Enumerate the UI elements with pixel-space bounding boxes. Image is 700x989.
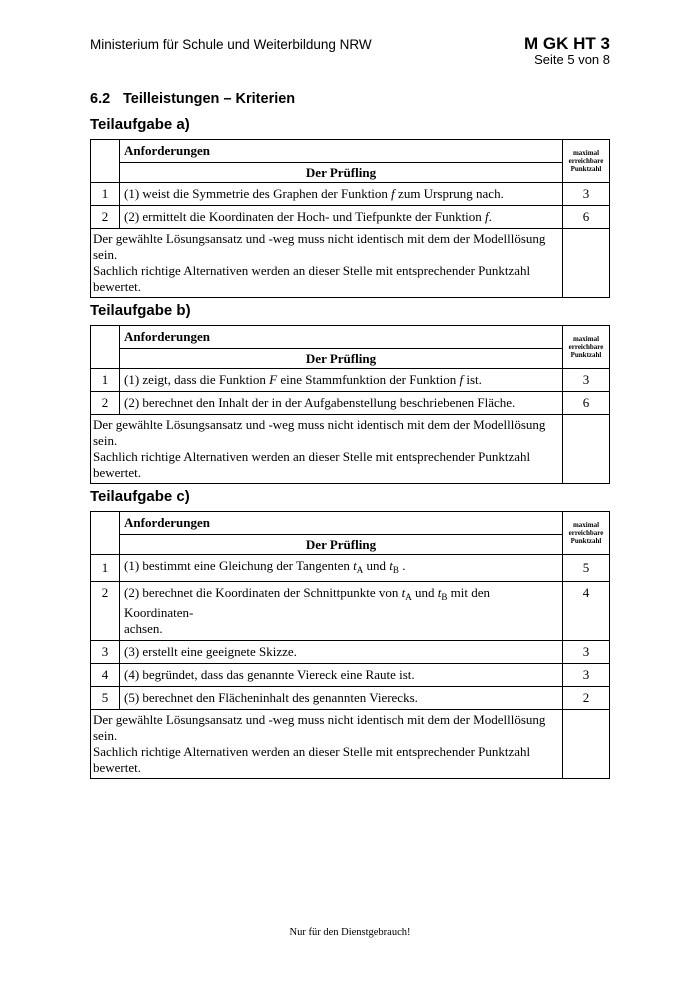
- requirement-text: (4) begründet, dass das genannte Viereck eine Raute ist.: [120, 664, 563, 687]
- empty-header-cell: [91, 140, 120, 183]
- table-row: [91, 206, 610, 229]
- points-value: 3: [563, 369, 610, 392]
- points-value: 4: [563, 582, 610, 641]
- row-number: 2: [91, 206, 120, 229]
- table-row: [91, 641, 610, 664]
- criteria-table-a: [90, 139, 610, 298]
- table-row: [91, 664, 610, 687]
- row-number: 4: [91, 664, 120, 687]
- table-row: [91, 392, 610, 415]
- requirement-text: (1) bestimmt eine Gleichung der Tangenten $t_A$ und $t_B$ .: [120, 555, 563, 582]
- points-value: 3: [563, 183, 610, 206]
- row-number: 2: [91, 392, 120, 415]
- row-number: 1: [91, 555, 120, 582]
- requirement-text: (1) zeigt, dass die Funktion F eine Stammfunktion der Funktion f ist.: [120, 369, 563, 392]
- section-number: 6.2: [90, 91, 111, 107]
- max-points-header: maximal erreichbare Punktzahl: [563, 326, 610, 369]
- requirement-text: (2) berechnet den Inhalt der in der Aufgabenstellung beschriebenen Fläche.: [120, 392, 563, 415]
- pruefling-header: Der Prüfling: [120, 535, 563, 555]
- note-row: [91, 710, 610, 779]
- row-number: 1: [91, 183, 120, 206]
- table-row: [91, 369, 610, 392]
- criteria-table-c: [90, 511, 610, 779]
- subtask-a-title: Teilaufgabe a): [90, 116, 190, 133]
- row-number: 3: [91, 641, 120, 664]
- points-value: 6: [563, 206, 610, 229]
- points-value: 3: [563, 664, 610, 687]
- row-number: 2: [91, 582, 120, 641]
- empty-points-cell: [563, 415, 610, 484]
- footer-notice: Nur für den Dienstgebrauch!: [289, 927, 411, 938]
- requirement-text: (1) weist die Symmetrie des Graphen der Funktion f zum Ursprung nach.: [120, 183, 563, 206]
- points-value: 6: [563, 392, 610, 415]
- pruefling-header: Der Prüfling: [120, 349, 563, 369]
- anforderungen-header: Anforderungen: [120, 512, 563, 535]
- empty-points-cell: [563, 710, 610, 779]
- table-row: [91, 183, 610, 206]
- empty-header-cell: [91, 326, 120, 369]
- requirement-text: (5) berechnet den Flächeninhalt des genannten Vierecks.: [120, 687, 563, 710]
- empty-points-cell: [563, 229, 610, 298]
- anforderungen-header: Anforderungen: [120, 326, 563, 349]
- alternative-solutions-note: Der gewählte Lösungsansatz und -weg muss nicht identisch mit dem der Modelllösung sein. Sachlich richtige Alternativen werden an dieser Stelle mit entsprechender Punktzahl bewertet.: [91, 710, 563, 779]
- criteria-table-b: [90, 325, 610, 484]
- table-row: [91, 687, 610, 710]
- alternative-solutions-note: Der gewählte Lösungsansatz und -weg muss nicht identisch mit dem der Modelllösung sein. Sachlich richtige Alternativen werden an dieser Stelle mit entsprechender Punktzahl bewertet.: [91, 415, 563, 484]
- alternative-solutions-note: Der gewählte Lösungsansatz und -weg muss nicht identisch mit dem der Modelllösung sein. Sachlich richtige Alternativen werden an dieser Stelle mit entsprechender Punktzahl bewertet.: [91, 229, 563, 298]
- pruefling-header: Der Prüfling: [120, 163, 563, 183]
- empty-header-cell: [91, 512, 120, 555]
- subtask-b-title: Teilaufgabe b): [90, 302, 191, 319]
- table-row: [91, 555, 610, 582]
- requirement-text: (3) erstellt eine geeignete Skizze.: [120, 641, 563, 664]
- row-number: 1: [91, 369, 120, 392]
- points-value: 2: [563, 687, 610, 710]
- max-points-header: maximal erreichbare Punktzahl: [563, 140, 610, 183]
- anforderungen-header: Anforderungen: [120, 140, 563, 163]
- document-header: [524, 34, 610, 67]
- requirement-text: (2) berechnet die Koordinaten der Schnittpunkte von $t_A$ und $t_B$ mit den Koordinaten- achsen.: [120, 582, 563, 641]
- subtask-c-title: Teilaufgabe c): [90, 488, 190, 505]
- max-points-header: maximal erreichbare Punktzahl: [563, 512, 610, 555]
- points-value: 5: [563, 555, 610, 582]
- table-row: [91, 582, 610, 641]
- row-number: 5: [91, 687, 120, 710]
- page-number: Seite 5 von 8: [534, 52, 610, 67]
- section-title: Teilleistungen – Kriterien: [123, 91, 296, 107]
- points-value: 3: [563, 641, 610, 664]
- requirement-text: (2) ermittelt die Koordinaten der Hoch- und Tiefpunkte der Funktion f.: [120, 206, 563, 229]
- note-row: [91, 415, 610, 484]
- exam-code: M GK HT 3: [524, 34, 610, 53]
- note-row: [91, 229, 610, 298]
- ministry-name: Ministerium für Schule und Weiterbildung NRW: [90, 37, 372, 52]
- section-heading: [90, 91, 295, 107]
